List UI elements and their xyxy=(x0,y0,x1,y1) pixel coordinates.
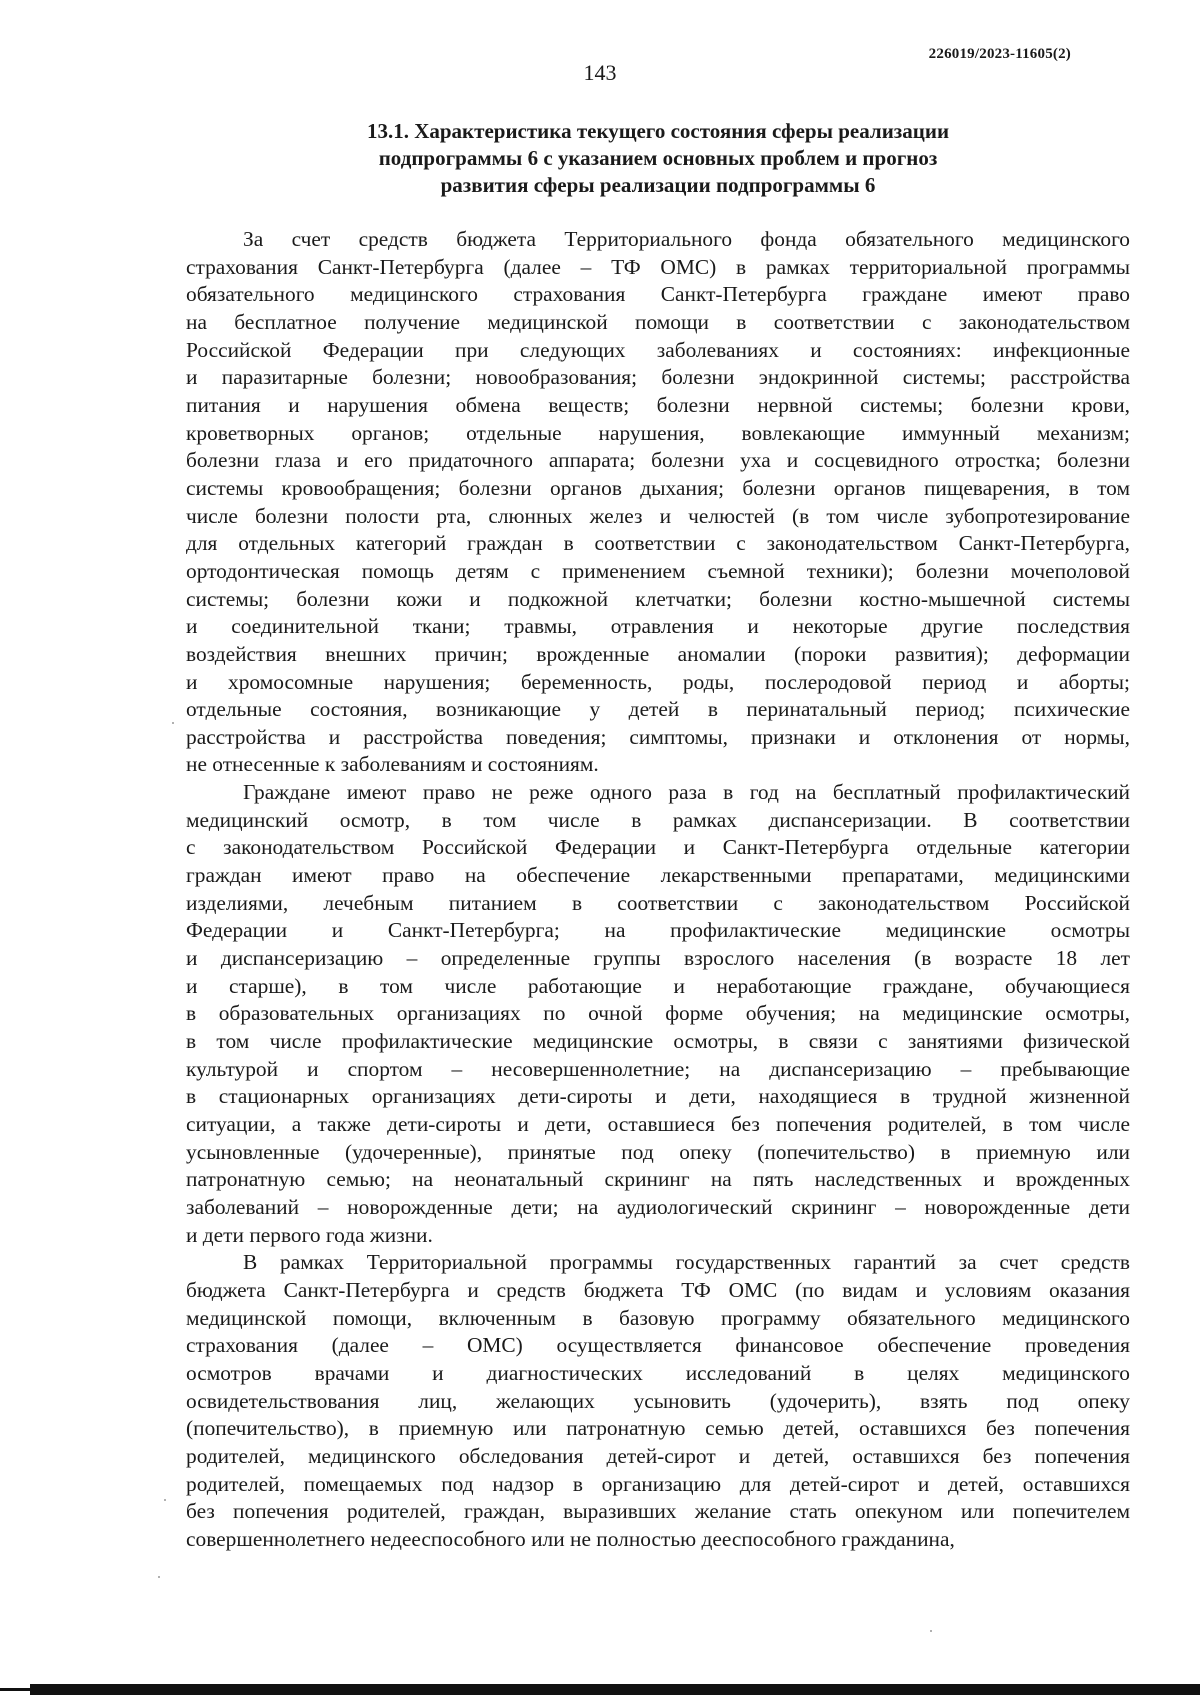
paragraph-line: в стационарных организациях дети-сироты и дети, находящиеся в трудной жизненной xyxy=(186,1084,1130,1109)
section-heading-line: 13.1. Характеристика текущего состояния сферы реализации xyxy=(366,119,950,143)
paragraph-line: заболеваний – новорожденные дети; на аудиологический скрининг – новорожденные дети xyxy=(186,1194,1130,1219)
paragraph-line: и соединительной ткани; травмы, отравления и некоторые другие последствия xyxy=(186,614,1130,639)
section-heading-line: подпрограммы 6 с указанием основных проблем и прогноз xyxy=(378,146,938,170)
paragraph-line: совершеннолетнего недееспособного или не полностью дееспособного гражданина, xyxy=(186,1526,955,1551)
paragraph-line: Федерации и Санкт-Петербурга; на профилактические медицинские осмотры xyxy=(186,918,1130,943)
paragraph-line: страхования Санкт-Петербурга (далее – ТФ ОМС) в рамках территориальной программы xyxy=(186,254,1130,279)
paragraph-line: с законодательством Российской Федерации и Санкт-Петербурга отдельные категории xyxy=(186,835,1130,860)
paragraph-line: Российской Федерации при следующих заболеваниях и состояниях: инфекционные xyxy=(186,337,1130,362)
paragraph-line: системы; болезни кожи и подкожной клетчатки; болезни костно-мышечной системы xyxy=(186,586,1130,611)
paragraph-line: системы кровообращения; болезни органов дыхания; болезни органов пищеварения, в том xyxy=(186,475,1130,500)
paragraph-line: для отдельных категорий граждан в соответствии с законодательством Санкт-Петербурга, xyxy=(186,531,1130,556)
paragraph-line: болезни глаза и его придаточного аппарата; болезни уха и сосцевидного отростка; болезни xyxy=(186,448,1130,473)
page-number: 143 xyxy=(583,60,617,85)
paragraph-line: воздействия внешних причин; врожденные аномалии (пороки развития); деформации xyxy=(186,641,1130,666)
paragraph-line: ортодонтическая помощь детям с применением съемной техники); болезни мочеполовой xyxy=(186,558,1130,583)
paragraph-line: и диспансеризацию – определенные группы взрослого населения (в возрасте 18 лет xyxy=(186,946,1130,971)
paragraph-line: и дети первого года жизни. xyxy=(186,1222,433,1247)
paragraph-line: медицинской помощи, включенным в базовую программу обязательного медицинского xyxy=(186,1305,1130,1330)
paragraph-line: без попечения родителей, граждан, выразивших желание стать опекуном или попечителем xyxy=(186,1499,1130,1524)
paragraph-line: родителей, помещаемых под надзор в организацию для детей-сирот и детей, оставшихся xyxy=(186,1471,1130,1496)
paragraph-line: ситуации, а также дети-сироты и дети, оставшиеся без попечения родителей, в том числе xyxy=(186,1112,1130,1136)
paragraph-line: бюджета Санкт-Петербурга и средств бюджета ТФ ОМС (по видам и условиям оказания xyxy=(186,1277,1130,1302)
paragraph-line: усыновленные (удочеренные), принятые под опеку (попечительство) в приемную или xyxy=(186,1139,1130,1164)
paragraph-line: В рамках Территориальной программы государственных гарантий за счет средств xyxy=(243,1250,1130,1275)
paragraph-line: осмотров врачами и диагностических исследований в целях медицинского xyxy=(186,1360,1130,1385)
scan-speck xyxy=(164,1499,166,1501)
paragraph-line: не отнесенные к заболеваниям и состояниям. xyxy=(186,752,599,777)
paragraph-line: расстройства и расстройства поведения; симптомы, признаки и отклонения от нормы, xyxy=(186,724,1130,749)
paragraph-line: медицинский осмотр, в том числе в рамках диспансеризации. В соответствии xyxy=(186,807,1130,832)
section-heading-line: развития сферы реализации подпрограммы 6 xyxy=(440,173,876,197)
paragraph-line: и паразитарные болезни; новообразования; болезни эндокринной системы; расстройства xyxy=(186,365,1130,390)
body-text xyxy=(186,226,1130,1554)
document-registration-number: 226019/2023-11605(2) xyxy=(928,46,1071,62)
paragraph-line: кроветворных органов; отдельные нарушения, вовлекающие иммунный механизм; xyxy=(186,420,1130,445)
paragraph-line: в образовательных организациях по очной форме обучения; на медицинские осмотры, xyxy=(186,1001,1130,1026)
paragraph-line: (попечительство), в приемную или патронатную семью детей, оставшихся без попечения xyxy=(186,1416,1130,1441)
paragraph-line: питания и нарушения обмена веществ; болезни нервной системы; болезни крови, xyxy=(186,392,1130,417)
paragraph-line: и старше), в том числе работающие и неработающие граждане, обучающиеся xyxy=(186,973,1130,998)
scan-speck xyxy=(172,722,174,724)
scan-speck xyxy=(158,1576,160,1578)
paragraph-line: культурой и спортом – несовершеннолетние; на диспансеризацию – пребывающие xyxy=(186,1056,1130,1081)
paragraph-line: на бесплатное получение медицинской помощи в соответствии с законодательством xyxy=(186,309,1130,334)
paragraph-line: числе болезни полости рта, слюнных желез и челюстей (в том числе зубопротезирование xyxy=(186,503,1130,528)
paragraph-line: страхования (далее – ОМС) осуществляется финансовое обеспечение проведения xyxy=(186,1333,1130,1358)
paragraph-line: изделиями, лечебным питанием в соответствии с законодательством Российской xyxy=(186,890,1130,915)
paragraph-line: Граждане имеют право не реже одного раза в год на бесплатный профилактический xyxy=(243,780,1130,805)
paragraph-line: в том числе профилактические медицинские осмотры, в связи с занятиями физической xyxy=(186,1029,1130,1054)
paragraph-line: граждан имеют право на обеспечение лекарственными препаратами, медицинскими xyxy=(186,863,1130,888)
paragraph-line: освидетельствования лиц, желающих усыновить (удочерить), взять под опеку xyxy=(186,1388,1130,1413)
scan-edge-bar xyxy=(30,1684,1200,1695)
paragraph-line: За счет средств бюджета Территориального фонда обязательного медицинского xyxy=(243,227,1130,251)
paragraph-line: и хромосомные нарушения; беременность, роды, послеродовой период и аборты; xyxy=(186,669,1130,694)
scan-speck xyxy=(930,1630,932,1632)
paragraph-line: патронатную семью; на неонатальный скрининг на пять наследственных и врожденных xyxy=(186,1167,1130,1192)
paragraph-line: обязательного медицинского страхования Санкт-Петербурга граждане имеют право xyxy=(186,282,1130,307)
paragraph-line: отдельные состояния, возникающие у детей в перинатальный период; психические xyxy=(186,697,1130,722)
section-heading xyxy=(186,118,1130,199)
paragraph-line: родителей, медицинского обследования детей-сирот и детей, оставшихся без попечения xyxy=(186,1443,1130,1468)
